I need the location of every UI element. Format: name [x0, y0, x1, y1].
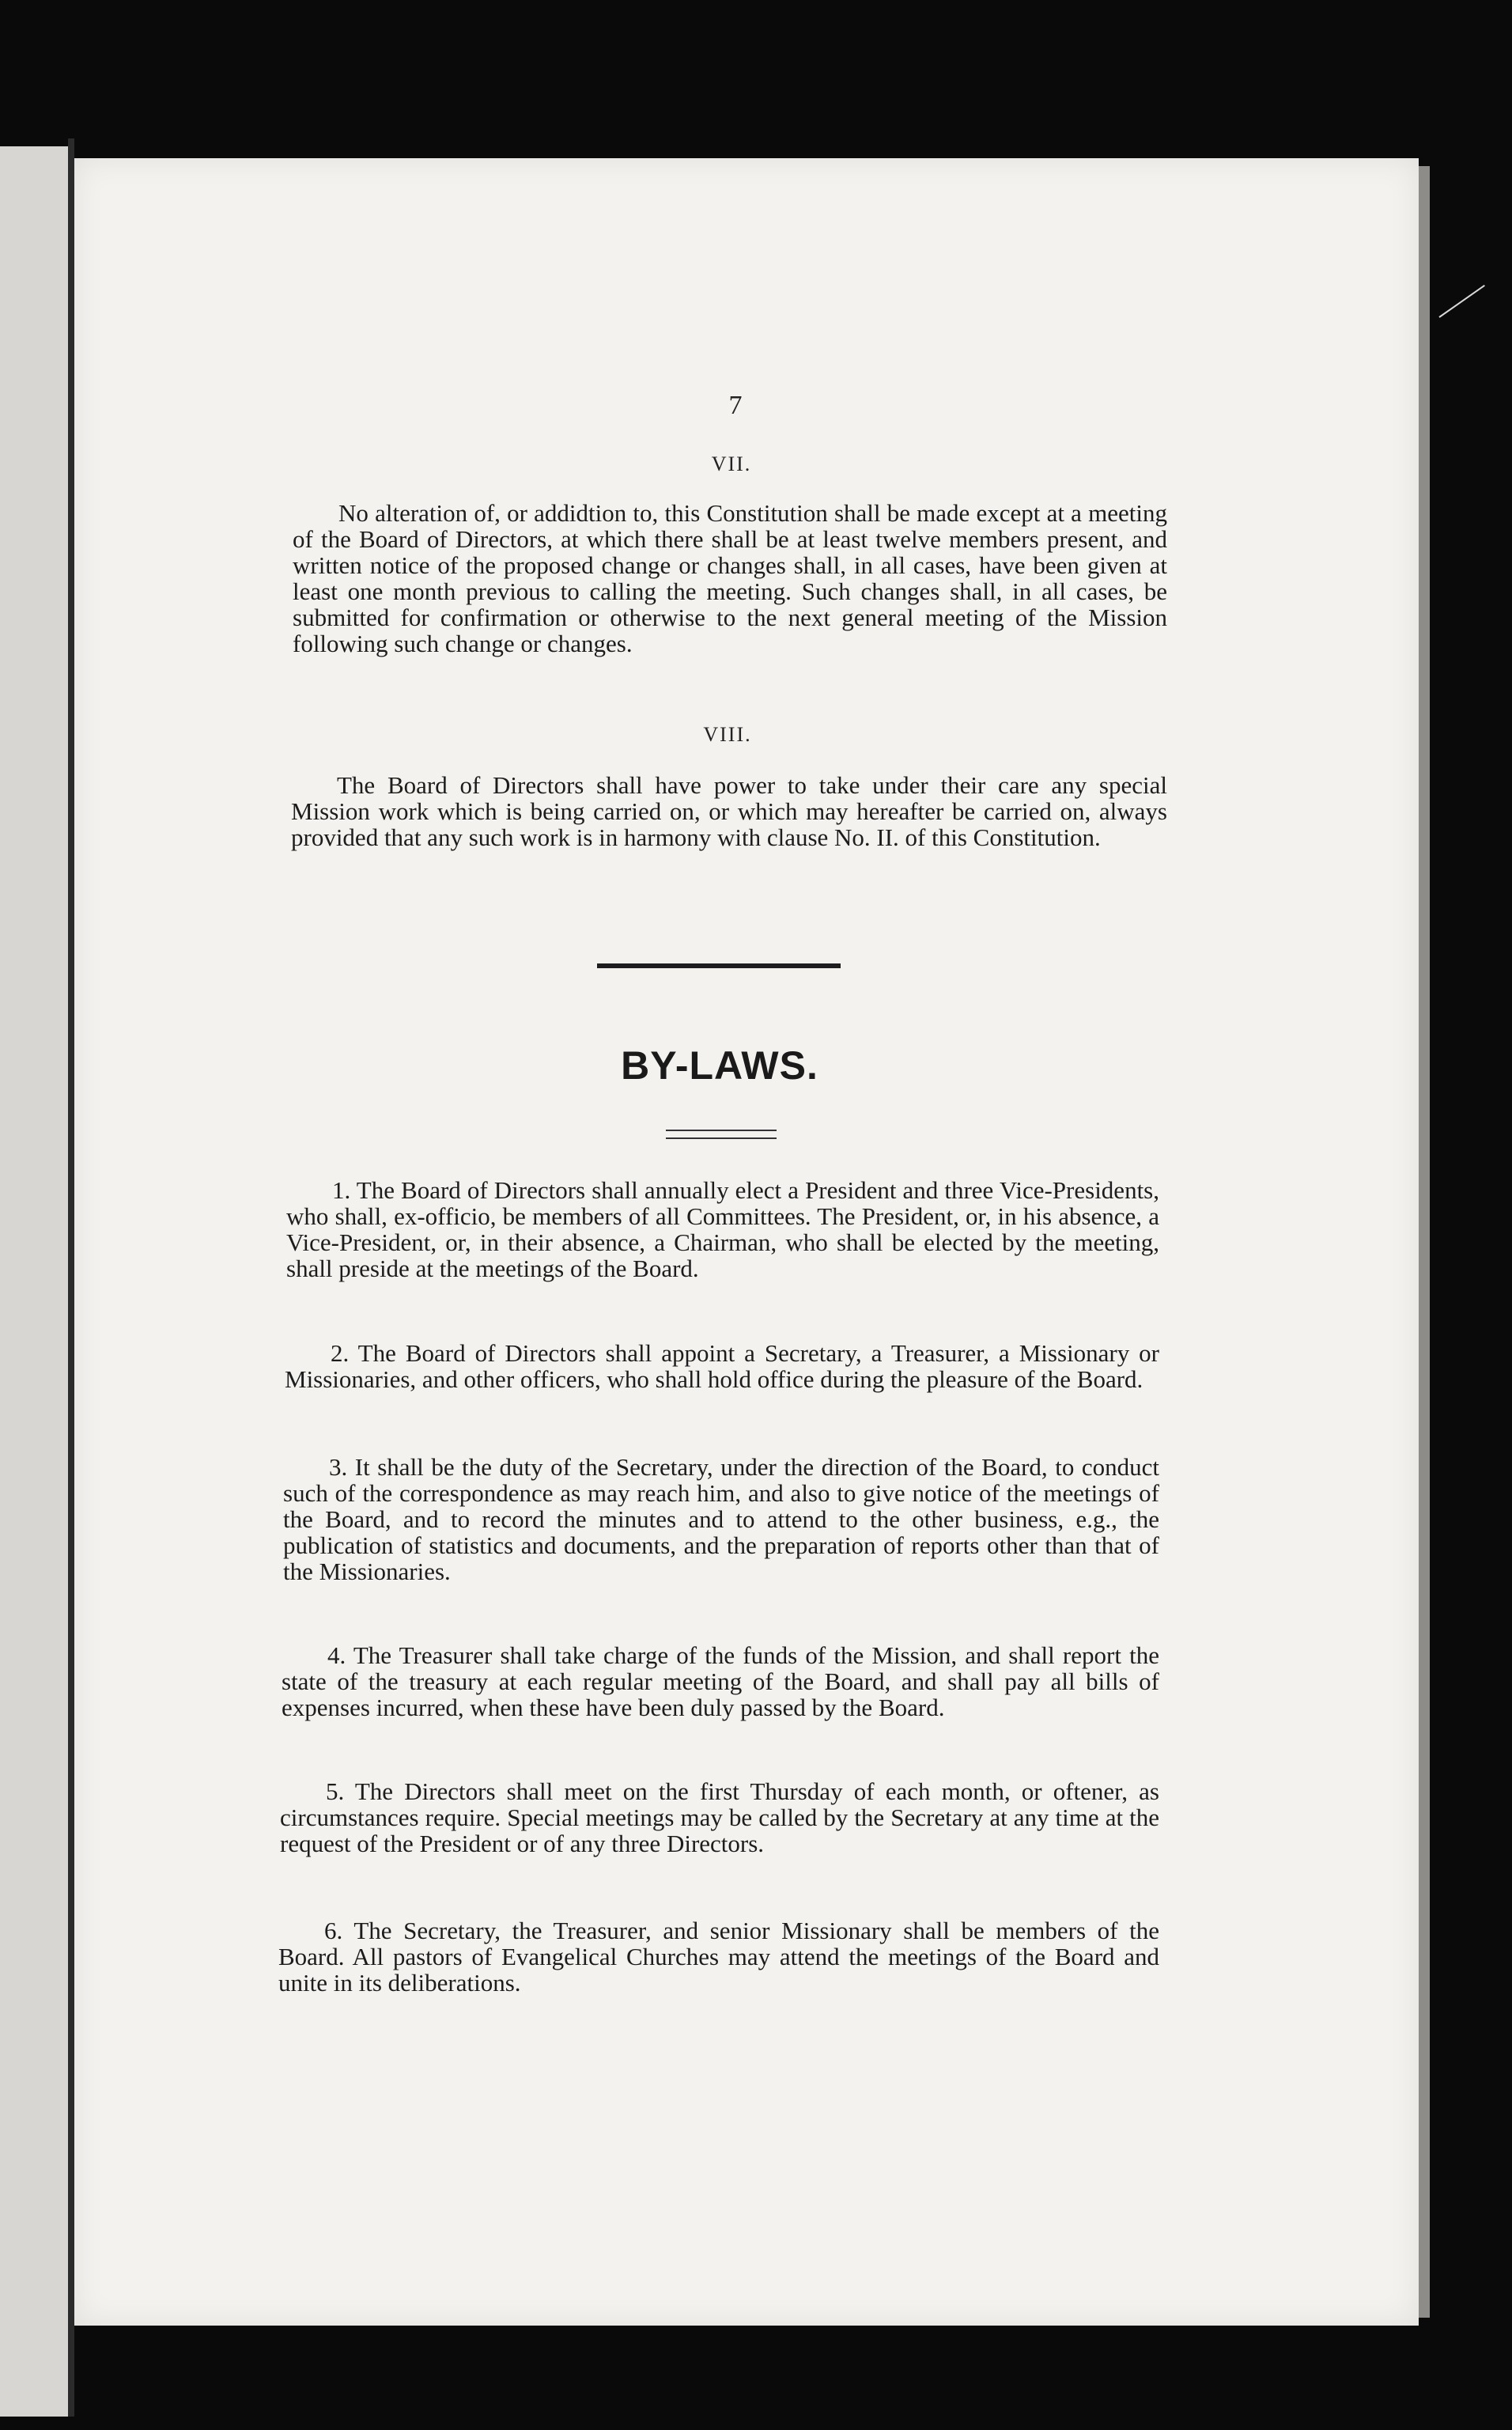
page-shadow-edge — [1419, 166, 1430, 2318]
bylaw-item-3: 3. It shall be the duty of the Secretary, under the direction of the Board, to conduct such of the correspondence as may reach him, and also to give notice of the meetings of the Board, and to record the minutes and to attend to the other business, e.g., the publication of statistics and documents, and the preparation of reports other than that of the Missionaries. — [283, 1453, 1159, 1585]
bylaw-item-4: 4. The Treasurer shall take charge of the funds of the Mission, and shall report the state of the treasury at each regular meeting of the Board, and shall pay all bills of expenses incurred, when these have been duly passed by the Board. — [282, 1641, 1159, 1721]
section-vii-text: No alteration of, or addidtion to, this Constitution shall be made except at a meeting of the Board of Directors, at which there shall be at least twelve members present, and written notice of the proposed change or changes shall, in all cases, have been given at least one month previous to calling the meeting. Such changes shall, in all cases, be submitted for confirmation or otherwise to the next general meeting of the Mission following such change or changes. — [293, 499, 1167, 657]
facing-page-edge — [0, 146, 73, 2417]
heading-double-rule — [666, 1130, 777, 1139]
page-number: 7 — [728, 391, 743, 420]
book-gutter — [68, 138, 74, 2417]
bylaw-item-2: 2. The Board of Directors shall appoint a Secretary, a Treasurer, a Missionary or Missionaries, and other officers, who shall hold office during the pleasure of the Board. — [285, 1339, 1159, 1393]
film-scratch — [1438, 285, 1484, 318]
bylaw-item-1: 1. The Board of Directors shall annually elect a President and three Vice-Presidents, who shall, ex-officio, be members of all Committees. The President, or, in his absence, a Vice-President, or, in their absence, a Chairman, who shall be elected by the meeting, shall preside at the meetings of the Board. — [286, 1176, 1159, 1282]
section-divider-rule — [597, 963, 841, 968]
bylaws-heading: BY-LAWS. — [621, 1043, 818, 1088]
section-numeral-vii: VII. — [711, 452, 752, 475]
bylaw-item-5: 5. The Directors shall meet on the first Thursday of each month, or oftener, as circumstances require. Special meetings may be called by the Secretary at any time at the request of the President or of any three Directors. — [280, 1777, 1159, 1857]
section-viii-text: The Board of Directors shall have power to take under their care any special Mission work which is being carried on, or which may hereafter be carried on, always provided that any such work is in harmony with clause No. II. of this Constitution. — [291, 771, 1167, 851]
bylaw-item-6: 6. The Secretary, the Treasurer, and senior Missionary shall be members of the Board. All pastors of Evangelical Churches may attend the meetings of the Board and unite in its deliberations. — [278, 1917, 1159, 1997]
section-numeral-viii: VIII. — [703, 723, 752, 746]
